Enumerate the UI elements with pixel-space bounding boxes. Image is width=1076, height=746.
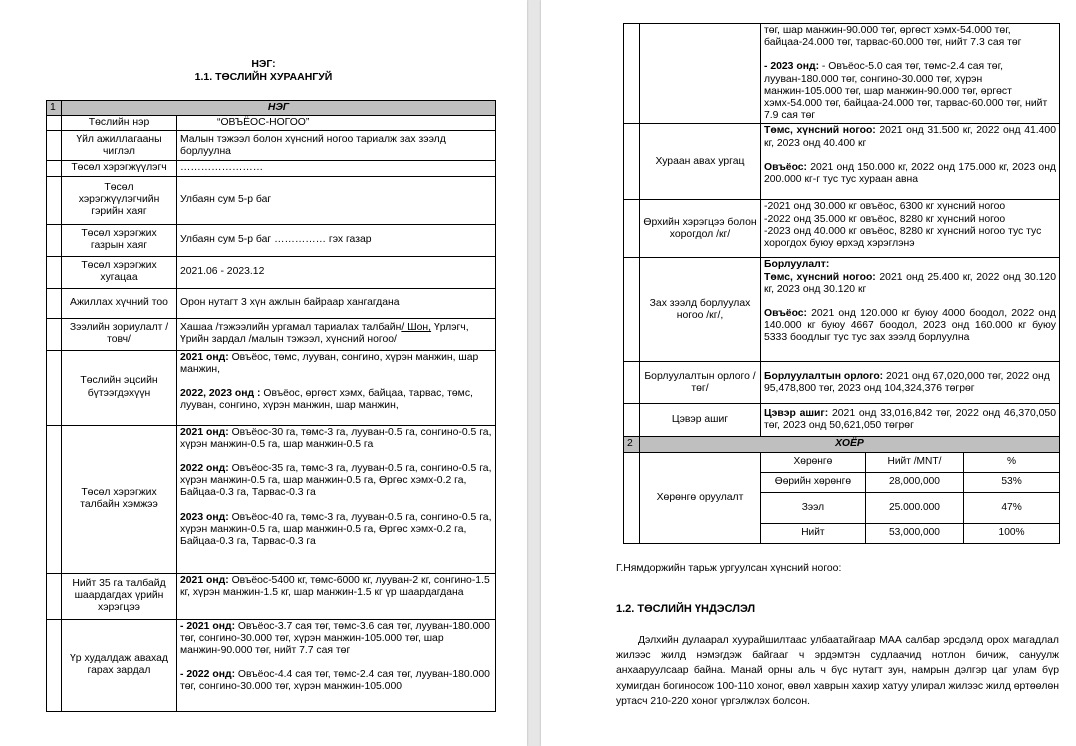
table-row: [624, 362, 1060, 404]
row-label: Ажиллах хүчний тоо: [62, 288, 177, 318]
document-page-1: [0, 0, 527, 746]
text: Хашаа /тэжээлийн ургамал тариалах талбайн: [180, 321, 402, 333]
row-label: Зах зээлд борлуулах ногоо /кг/,: [640, 258, 761, 362]
table-row: [47, 619, 496, 711]
text: Үрлэгч, Үрийн зардал /малын тэжээл, хүнсний ногоо/: [180, 321, 469, 346]
text: Овъёос-4.4 сая төг, төмс-2.4 сая төг, лууван-180.000 төг, сонгино-30.000 төг, хүрэн манжин-105.000: [180, 669, 490, 693]
section-number: 2: [624, 437, 640, 452]
text: 2021 онд 150.000 кг, 2022 онд 175.000 кг, 2023 онд 200.000 кг-г тус тус хураан авна: [764, 161, 1056, 186]
year-label: 2022 онд:: [180, 463, 229, 475]
table-row: [624, 124, 1060, 200]
heading-section-title: 1.1. ТӨСЛИЙН ХУРААНГУЙ: [194, 71, 333, 83]
text: 2021 онд 31.500 кг, 2022 онд 41.400 кг, 2023 онд 40.400 кг: [764, 125, 1056, 149]
column-header: Нийт /MNT/: [865, 453, 963, 473]
row-value: Орон нутагт 3 хүн ажлын байраар хангагдана: [177, 288, 496, 318]
year-label: - 2022 онд:: [180, 669, 236, 681]
table-row: [47, 131, 496, 161]
text: 2021 онд 67,020,000 төг, 2022 онд 95,478,800 төг, 2023 онд 104,324,376 төгрөг: [764, 370, 1050, 394]
row-value: [177, 350, 496, 425]
row-value: [177, 425, 496, 573]
cell: Зээл: [761, 492, 865, 523]
year-label: 2021 онд:: [180, 351, 229, 363]
row-label: Өрхийн хэрэгцээ болон хорогдол /кг/: [640, 200, 761, 258]
row-value: Малын тэжээл болон хүнсний ногоо тариалж зах зээлд борлуулна: [177, 131, 496, 161]
row-value: [761, 24, 1060, 124]
table-row: [47, 350, 496, 425]
image-caption: Г.Нямдоржийн тарьж ургуулсан хүнсний ногоо:: [616, 563, 842, 574]
section-title: ХОЁР: [640, 437, 1060, 452]
page-gap: [527, 0, 541, 746]
text-bold: Борлуулалт:: [764, 259, 830, 271]
cell: Нийт: [761, 523, 865, 543]
row-label: Төсөл хэрэгжих газрын хаяг: [62, 224, 177, 256]
heading-part: НЭГ:: [251, 58, 276, 70]
row-label: Төсөл хэрэгжих талбайн хэмжээ: [62, 425, 177, 573]
section-header-row: [47, 101, 496, 116]
row-value: [177, 619, 496, 711]
row-label: Төслийн нэр: [62, 116, 177, 131]
row-label: Зээлийн зориулалт /товч/: [62, 318, 177, 350]
text-bold: Борлуулалтын орлого:: [764, 370, 884, 382]
table-row: [624, 24, 1060, 124]
text: Овъёос-30 га, төмс-3 га, лууван-0.5 га, сонгино-0.5 га, хүрэн манжин-0.5 га, шар манжин-0.5 га: [180, 426, 492, 450]
text-bold: Овъёос:: [764, 308, 808, 320]
row-value: “ОВЪЁОС-НОГОО”: [177, 116, 496, 131]
summary-table: [46, 100, 496, 712]
text-bold: Овъёос:: [764, 161, 808, 173]
table-row: [47, 176, 496, 224]
column-header: Хөрөнгө: [761, 453, 865, 473]
year-label: - 2021 онд:: [180, 620, 236, 632]
investment-header-row: [761, 453, 1059, 473]
table-row: [47, 288, 496, 318]
table-row: [47, 161, 496, 176]
row-label: Цэвэр ашиг: [640, 404, 761, 437]
text: 2021 онд 120.000 кг буюу 4000 боодол, 2022 онд 140.000 кг буюу 4667 боодол, 2023 онд 160.000 кг буюу 5333 боодлыг тус тус зах зээлд борлуулна: [764, 308, 1056, 344]
row-value: Улбаян сум 5-р баг: [177, 176, 496, 224]
investment-row: [761, 472, 1059, 492]
cell: 47%: [964, 492, 1059, 523]
body-paragraph: Дэлхийн дулаарал хуурайшилтаас улбаатайгаар МАА салбар эрсдэлд орох магадлал жилээс жилд нэмэгдэж байгааг ч эрдэмтэн судлаачид нотлон бичиж, сануулж анхааруулсаар байна. Манай орны аль ч бүс нутагт зун, намрын дэлгэр цаг улам бүр хумигдан богиносож 100-110 хоног, өвөл хаврын хахир хатуу улирал жилээс жилд өртөөлөн уртасч 210-220 хоног үргэлжлэх болсон.: [616, 635, 1059, 707]
section-heading: 1.2. ТӨСЛИЙН ҮНДЭСЛЭЛ: [616, 603, 756, 615]
text: Овъёос-35 га, төмс-3 га, лууван-0.5 га, сонгино-0.5 га, хүрэн манжин-0.5 га, шар манжин-0.5 га, Өргөс хэмх-0.2 га, Байцаа-0.3 га, Тарвас-0.3 га: [180, 463, 492, 499]
text-bold: Төмс, хүнсний ногоо:: [764, 271, 876, 283]
text-bold: Цэвэр ашиг:: [764, 408, 829, 420]
text: 2021 онд 33,016,842 төг, 2022 онд 46,370,050 төг, 2023 онд 50,621,050 төгрөг: [764, 408, 1056, 432]
cell: 53%: [964, 472, 1059, 492]
row-label: Төсөл хэрэгжүүлэгч: [62, 161, 177, 176]
table-row: [624, 404, 1060, 437]
row-value: [761, 258, 1060, 362]
cell: 28,000,000: [865, 472, 963, 492]
row-label: Төсөл хэрэгжих хугацаа: [62, 256, 177, 288]
section-number: 1: [47, 101, 62, 116]
text-bold: Төмс, хүнсний ногоо:: [764, 125, 876, 137]
text: Овъёос, өргөст хэмх, байцаа, тарвас, төмс, лууван, сонгино, хүрэн манжин, шар манжин,: [180, 388, 473, 412]
table-row: [624, 258, 1060, 362]
page-heading: [0, 58, 527, 84]
text: Овъёос-5400 кг, төмс-6000 кг, лууван-2 кг, сонгино-1.5 кг, хүрэн манжин-1.5 кг, шар манжин-1.5 кг үр шаардагдана: [180, 574, 490, 598]
row-value: [177, 573, 496, 619]
text: -2022 онд 35.000 кг овъёос, 8280 кг хүнсний ногоо: [764, 213, 1006, 225]
document-page-2: [541, 0, 1076, 746]
row-label: Нийт 35 га талбайд шаардагдах үрийн хэрэгцээ: [62, 573, 177, 619]
table-row: [47, 116, 496, 131]
cell: 25.000.000: [865, 492, 963, 523]
investment-row: [761, 523, 1059, 543]
text: төг, шар манжин-90.000 төг, өргөст хэмх-54.000 төг, байцаа-24.000 төг, тарвас-60.000 төг, нийт 7.3 сая төг: [764, 25, 1022, 49]
table-row: [624, 200, 1060, 258]
text: - Овъёос-5.0 сая төг, төмс-2.4 сая төг, лууван-180.000 төг, сонгино-30.000 төг, хүрэн манжин-105.000 төг, шар манжин-90.000 төг, өргөст хэмх-54.000 төг, байцаа-24.000 төг, тарвас-60.000 төг, нийт 7.9 сая төг: [764, 61, 1048, 122]
row-label: Борлуулалтын орлого /төг/: [640, 362, 761, 404]
row-value: 2021.06 - 2023.12: [177, 256, 496, 288]
table-row: [47, 256, 496, 288]
cell: 100%: [964, 523, 1059, 543]
section-title: НЭГ: [62, 101, 496, 116]
investment-cell: [761, 452, 1060, 543]
row-value: ……………………: [177, 161, 496, 176]
table-row: [47, 224, 496, 256]
row-value: [761, 404, 1060, 437]
table-row: [47, 573, 496, 619]
row-value: [761, 200, 1060, 258]
row-label: Төсөл хэрэгжүүлэгчийн гэрийн хаяг: [62, 176, 177, 224]
row-label: Хөрөнгө оруулалт: [640, 452, 761, 543]
row-label: Хураан авах ургац: [640, 124, 761, 200]
row-value: [761, 362, 1060, 404]
cell: Өөрийн хөрөнгө: [761, 472, 865, 492]
text: 2021 онд 25.400 кг, 2022 онд 30.120 кг, 2023 онд 30.120 кг: [764, 271, 1056, 295]
table-row: [624, 452, 1060, 543]
section-header-row: [624, 437, 1060, 452]
row-label: Төслийн эцсийн бүтээгдэхүүн: [62, 350, 177, 425]
investment-table: [761, 453, 1059, 543]
table-row: [47, 425, 496, 573]
row-label: Үйл ажиллагааны чиглэл: [62, 131, 177, 161]
text: -2021 онд 30.000 кг овъёос, 6300 кг хүнсний ногоо: [764, 201, 1006, 213]
column-header: %: [964, 453, 1059, 473]
investment-row: [761, 492, 1059, 523]
text: -2023 онд 40.000 кг овъёос, 8280 кг хүнсний ногоо тус тус хорогдох буюу өрхэд хэрэглэнэ: [764, 225, 1042, 250]
year-label: 2022, 2023 онд :: [180, 388, 261, 400]
row-value: [177, 318, 496, 350]
year-label: 2021 онд:: [180, 574, 229, 586]
cell: 53,000,000: [865, 523, 963, 543]
text: Овъёос-3.7 сая төг, төмс-3.6 сая төг, лууван-180.000 төг, сонгино-30.000 төг, хүрэн манжин-105.000 төг, шар манжин-90.000 төг, нийт 7.7 сая төг: [180, 620, 490, 657]
year-label: 2021 онд:: [180, 426, 229, 438]
row-label: Үр худалдаж авахад гарах зардал: [62, 619, 177, 711]
row-value: [761, 124, 1060, 200]
text: Овъёос-40 га, төмс-3 га, лууван-0.5 га, сонгино-0.5 га, хүрэн манжин-0.5 га, шар манжин-0.5 га, Өргөс хэмх-0.2 га, Байцаа-0.3 га, Тарвас-0.3 га: [180, 511, 492, 548]
text: / Шон,: [401, 321, 432, 333]
summary-table-continued: [623, 23, 1060, 544]
table-row: [47, 318, 496, 350]
year-label: - 2023 онд:: [764, 61, 820, 73]
text: Овъёос, төмс, лууван, сонгино, хүрэн манжин, шар манжин,: [180, 351, 479, 375]
row-value: Улбаян сум 5-р баг …………… гэх газар: [177, 224, 496, 256]
year-label: 2023 онд:: [180, 511, 229, 523]
